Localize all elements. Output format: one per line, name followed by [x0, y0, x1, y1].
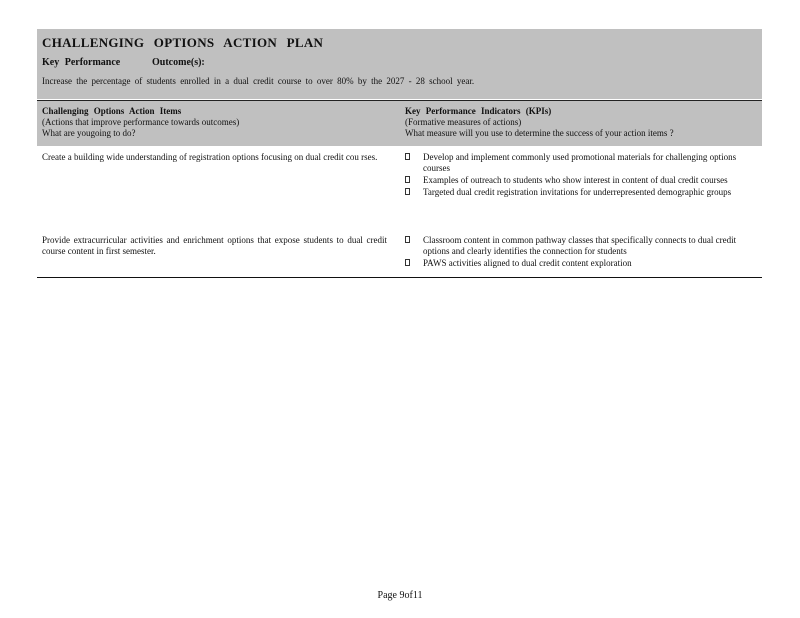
kpi-text: Classroom content in common pathway classes that specifically connects to dual credit options and clearly identifies the connection for students: [423, 235, 737, 256]
list-item: [405, 258, 745, 269]
column-header-row: [37, 100, 762, 146]
bullet-icon: [405, 188, 410, 195]
key-performance-label: Key Performance: [42, 57, 121, 68]
list-item: [405, 235, 745, 257]
kpi-question: What measure will you use to determine the success of your action items ?: [405, 128, 674, 138]
action-items-column-header: [42, 106, 392, 139]
kpi-heading: Key Performance Indicators (KPIs): [405, 106, 552, 116]
action-item-text: Create a building wide understanding of registration options focusing on dual credit cou rses.: [42, 152, 378, 162]
plan-header: [37, 29, 762, 99]
kpi-list: [405, 152, 745, 199]
kpi-text: Targeted dual credit registration invitations for underrepresented demographic groups: [423, 187, 732, 197]
action-items-heading: Challenging Options Action Items: [42, 106, 182, 116]
table-bottom-divider: [37, 277, 762, 278]
list-item: [405, 152, 745, 174]
list-item: [405, 187, 745, 198]
action-items-subheading: (Actions that improve performance towards outcomes): [42, 117, 240, 127]
kpi-text: Examples of outreach to students who show interest in content of dual credit courses: [423, 175, 728, 185]
bullet-icon: [405, 153, 410, 160]
bullet-icon: [405, 259, 410, 266]
bullet-icon: [405, 176, 410, 183]
page-title: CHALLENGING OPTIONS ACTION PLAN: [42, 35, 324, 50]
list-item: [405, 175, 745, 186]
action-item-text: Provide extracurricular activities and enrichment options that expose students to dual credit course content in first semester.: [42, 235, 387, 256]
kpi-column-header: [405, 106, 757, 139]
kpi-text: PAWS activities aligned to dual credit content exploration: [423, 258, 632, 268]
bullet-icon: [405, 236, 410, 243]
outcome-label: Outcome(s):: [152, 57, 205, 68]
kpi-text: Develop and implement commonly used promotional materials for challenging options courses: [423, 152, 737, 173]
kpi-subheading: (Formative measures of actions): [405, 117, 522, 127]
page-number: Page 9of11: [377, 590, 423, 601]
kpi-list: [405, 235, 745, 270]
action-items-question: What are yougoing to do?: [42, 128, 136, 138]
goal-statement: Increase the percentage of students enrolled in a dual credit course to over 80% by the 2027 - 28 school year.: [42, 76, 475, 86]
